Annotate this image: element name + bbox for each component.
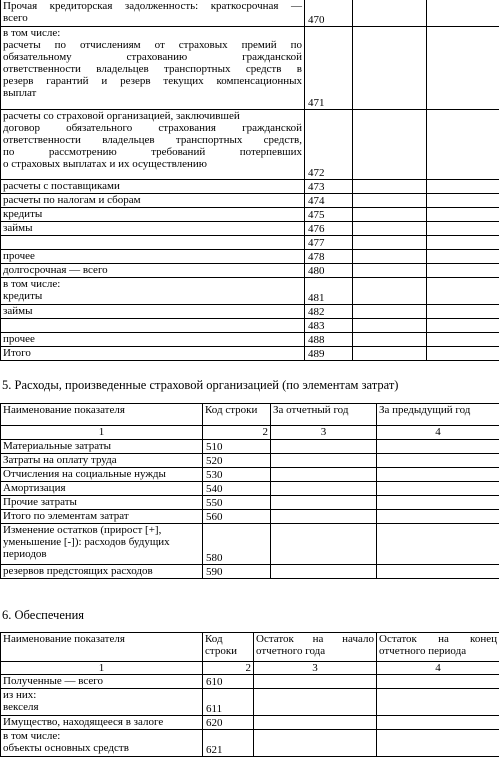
- indicator-name-line: по рассмотрению требований потерпевших: [3, 146, 302, 158]
- indicator-name: [1, 250, 305, 264]
- value-cell: [377, 496, 499, 510]
- row-code: 470: [305, 0, 353, 27]
- value-cell: [271, 482, 377, 496]
- value-cell: [377, 524, 499, 565]
- row-code: 530: [203, 468, 271, 482]
- indicator-name-line: [3, 319, 302, 331]
- row-code: 621: [203, 730, 254, 757]
- table-row: [1, 468, 499, 482]
- row-code: 488: [305, 333, 353, 347]
- value-cell: [353, 222, 427, 236]
- indicator-name-line: [3, 236, 302, 248]
- col-number-4: 4: [377, 662, 499, 675]
- header-end-balance: Остаток на конец отчетного периода: [377, 633, 499, 662]
- value-cell: [271, 440, 377, 454]
- indicator-name: [1, 236, 305, 250]
- value-cell: [353, 250, 427, 264]
- indicator-name-line: о страховых выплатах и их осуществлению: [3, 158, 208, 170]
- value-cell: [353, 264, 427, 278]
- indicator-name-line: выплат: [3, 87, 37, 99]
- value-cell: [271, 496, 377, 510]
- indicator-name-line: договор обязательного страхования гражданской: [3, 122, 302, 134]
- indicator-name-line: обязательному страхованию гражданской: [3, 51, 302, 63]
- indicator-name-line: Изменение остатков (прирост [+],: [3, 524, 162, 536]
- indicator-name: [1, 319, 305, 333]
- header-indicator-name: Наименование показателя: [1, 404, 203, 426]
- value-cell: [427, 278, 499, 305]
- value-cell: [427, 222, 499, 236]
- indicator-name-line: объекты основных средств: [3, 742, 129, 754]
- indicator-name-line: Материальные затраты: [3, 440, 112, 452]
- col-number-3: 3: [271, 426, 377, 440]
- row-code: 580: [203, 524, 271, 565]
- indicator-name-line: из них:: [3, 689, 37, 701]
- row-code: 472: [305, 110, 353, 180]
- value-cell: [353, 194, 427, 208]
- indicator-name-line: расчеты с поставщиками: [3, 180, 120, 192]
- indicator-name-line: кредиты: [3, 290, 43, 302]
- value-cell: [427, 0, 499, 27]
- indicator-name-line: прочее: [3, 250, 35, 262]
- row-code: 590: [203, 565, 271, 579]
- indicator-name: [1, 194, 305, 208]
- row-code: 477: [305, 236, 353, 250]
- indicator-name-line: Итого по элементам затрат: [3, 510, 129, 522]
- table-row: [1, 454, 499, 468]
- indicator-name-line: займы: [3, 222, 33, 234]
- header-start-balance: Остаток на начало отчетного года: [254, 633, 377, 662]
- value-cell: [427, 110, 499, 180]
- row-code: 540: [203, 482, 271, 496]
- row-code: 473: [305, 180, 353, 194]
- indicator-name-line: Полученные — всего: [3, 675, 104, 687]
- row-code: 480: [305, 264, 353, 278]
- table-row: [1, 319, 499, 333]
- col-number-2: 2: [203, 426, 271, 440]
- indicator-name: [1, 496, 203, 510]
- value-cell: [271, 510, 377, 524]
- row-code: 474: [305, 194, 353, 208]
- row-code: 550: [203, 496, 271, 510]
- value-cell: [254, 689, 377, 716]
- indicator-name: [1, 565, 203, 579]
- table-row: [1, 675, 499, 689]
- value-cell: [353, 333, 427, 347]
- value-cell: [427, 333, 499, 347]
- value-cell: [377, 468, 499, 482]
- row-code: 483: [305, 319, 353, 333]
- value-cell: [353, 278, 427, 305]
- row-code: 489: [305, 347, 353, 361]
- row-code: 510: [203, 440, 271, 454]
- value-cell: [254, 675, 377, 689]
- value-cell: [427, 305, 499, 319]
- value-cell: [427, 236, 499, 250]
- indicator-name: [1, 675, 203, 689]
- table-header-row: [1, 404, 499, 426]
- table-expenses: [0, 403, 499, 579]
- value-cell: [377, 440, 499, 454]
- indicator-name-line: в том числе:: [3, 278, 61, 290]
- header-row-code: Код строки: [203, 404, 271, 426]
- indicator-name-line: векселя: [3, 701, 39, 713]
- value-cell: [427, 194, 499, 208]
- value-cell: [353, 180, 427, 194]
- table-row: [1, 305, 499, 319]
- value-cell: [427, 180, 499, 194]
- indicator-name: [1, 347, 305, 361]
- value-cell: [377, 730, 499, 757]
- indicator-name-line: всего: [3, 12, 28, 24]
- value-cell: [427, 347, 499, 361]
- indicator-name-line: расчеты по налогам и сборам: [3, 194, 141, 206]
- indicator-name: [1, 454, 203, 468]
- table-row: [1, 689, 499, 716]
- row-code: 610: [203, 675, 254, 689]
- table-row: [1, 716, 499, 730]
- indicator-name: [1, 264, 305, 278]
- header-indicator-name: Наименование показателя: [1, 633, 203, 662]
- indicator-name-line: Итого: [3, 347, 31, 359]
- value-cell: [353, 27, 427, 110]
- value-cell: [353, 347, 427, 361]
- col-number-1: 1: [1, 662, 203, 675]
- indicator-name-line: резерв гарантий и резерв текущих компенсационных: [3, 75, 302, 87]
- table-row: [1, 440, 499, 454]
- indicator-name-line: уменьшение [-]): расходов будущих: [3, 536, 170, 548]
- value-cell: [271, 565, 377, 579]
- indicator-name: [1, 689, 203, 716]
- table-row: [1, 208, 499, 222]
- row-code: 475: [305, 208, 353, 222]
- indicator-name: [1, 27, 305, 110]
- value-cell: [377, 689, 499, 716]
- indicator-name-line: Прочая кредиторская задолженность: краткосрочная —: [3, 0, 302, 12]
- table-row: [1, 565, 499, 579]
- indicator-name: [1, 440, 203, 454]
- indicator-name-line: Прочие затраты: [3, 496, 77, 508]
- indicator-name: [1, 0, 305, 27]
- indicator-name-line: в том числе:: [3, 27, 61, 39]
- value-cell: [427, 208, 499, 222]
- row-code: 520: [203, 454, 271, 468]
- indicator-name: [1, 510, 203, 524]
- indicator-name-line: кредиты: [3, 208, 43, 220]
- indicator-name-line: расчеты по отчислениям от страховых премий по: [3, 39, 302, 51]
- indicator-name: [1, 333, 305, 347]
- value-cell: [353, 0, 427, 27]
- value-cell: [427, 319, 499, 333]
- indicator-name: [1, 180, 305, 194]
- value-cell: [377, 482, 499, 496]
- col-number-4: 4: [377, 426, 499, 440]
- indicator-name: [1, 278, 305, 305]
- table-row: [1, 222, 499, 236]
- table-row: [1, 496, 499, 510]
- value-cell: [427, 250, 499, 264]
- indicator-name-line: Отчисления на социальные нужды: [3, 468, 166, 480]
- header-row-code: Код строки: [203, 633, 254, 662]
- row-code: 482: [305, 305, 353, 319]
- row-code: 481: [305, 278, 353, 305]
- table-row: [1, 730, 499, 757]
- indicator-name-line: резервов предстоящих расходов: [3, 565, 153, 577]
- value-cell: [427, 27, 499, 110]
- row-code: 471: [305, 27, 353, 110]
- indicator-name-line: ответственности владельцев транспортных средств,: [3, 134, 302, 146]
- indicator-name: [1, 208, 305, 222]
- value-cell: [254, 716, 377, 730]
- value-cell: [271, 468, 377, 482]
- row-code: 476: [305, 222, 353, 236]
- indicator-name-line: займы: [3, 305, 33, 317]
- col-number-1: 1: [1, 426, 203, 440]
- table-row: [1, 333, 499, 347]
- table-header-row: [1, 633, 499, 662]
- column-numbers-row: [1, 426, 499, 440]
- indicator-name: [1, 730, 203, 757]
- indicator-name: [1, 524, 203, 565]
- table-creditor-debt: [0, 0, 499, 361]
- table-row: [1, 510, 499, 524]
- indicator-name: [1, 482, 203, 496]
- table-row: [1, 236, 499, 250]
- indicator-name: [1, 716, 203, 730]
- value-cell: [353, 319, 427, 333]
- indicator-name-line: прочее: [3, 333, 35, 345]
- value-cell: [254, 730, 377, 757]
- section-6-title: 6. Обеспечения: [2, 608, 85, 622]
- section-5-title: 5. Расходы, произведенные страховой организацией (по элементам затрат): [2, 378, 399, 392]
- value-cell: [353, 305, 427, 319]
- value-cell: [377, 716, 499, 730]
- header-previous-year: За предыдущий год: [377, 404, 499, 426]
- value-cell: [427, 264, 499, 278]
- col-number-2: 2: [203, 662, 254, 675]
- value-cell: [353, 208, 427, 222]
- value-cell: [353, 236, 427, 250]
- row-code: 560: [203, 510, 271, 524]
- table-row: [1, 250, 499, 264]
- table-row: [1, 27, 499, 110]
- indicator-name-line: Имущество, находящееся в залоге: [3, 716, 164, 728]
- column-numbers-row: [1, 662, 499, 675]
- indicator-name-line: периодов: [3, 548, 47, 560]
- value-cell: [377, 675, 499, 689]
- indicator-name: [1, 110, 305, 180]
- table-row: [1, 110, 499, 180]
- row-code: 620: [203, 716, 254, 730]
- indicator-name-line: расчеты со страховой организацией, заключившей: [3, 110, 240, 122]
- indicator-name-line: Затраты на оплату труда: [3, 454, 117, 466]
- row-code: 478: [305, 250, 353, 264]
- table-row: [1, 482, 499, 496]
- value-cell: [377, 510, 499, 524]
- row-code: 611: [203, 689, 254, 716]
- indicator-name-line: ответственности владельцев транспортных средств в: [3, 63, 302, 75]
- col-number-3: 3: [254, 662, 377, 675]
- indicator-name: [1, 222, 305, 236]
- indicator-name-line: долгосрочная — всего: [3, 264, 108, 276]
- table-row: [1, 0, 499, 27]
- table-row: [1, 194, 499, 208]
- table-row: [1, 180, 499, 194]
- value-cell: [377, 454, 499, 468]
- value-cell: [377, 565, 499, 579]
- indicator-name-line: Амортизация: [3, 482, 66, 494]
- table-row: [1, 264, 499, 278]
- header-current-year: За отчетный год: [271, 404, 377, 426]
- indicator-name: [1, 468, 203, 482]
- indicator-name-line: в том числе:: [3, 730, 61, 742]
- value-cell: [271, 524, 377, 565]
- table-row: [1, 347, 499, 361]
- table-row: [1, 278, 499, 305]
- table-row: [1, 524, 499, 565]
- table-collateral: [0, 632, 499, 757]
- value-cell: [271, 454, 377, 468]
- value-cell: [353, 110, 427, 180]
- indicator-name: [1, 305, 305, 319]
